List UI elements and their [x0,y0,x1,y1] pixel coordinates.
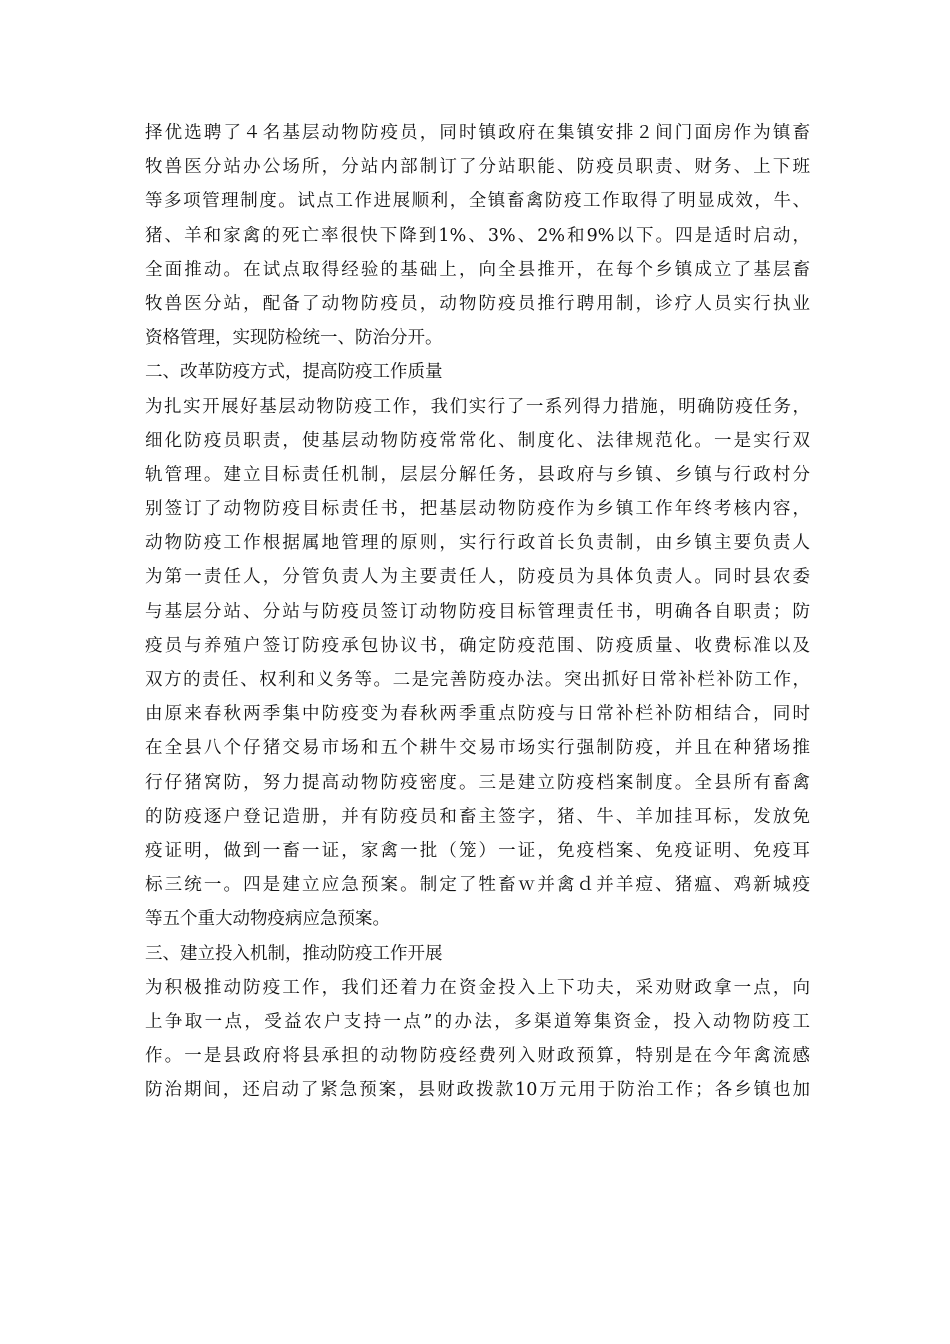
text-line: 牧兽医分站办公场所，分站内部制订了分站职能、防疫员职责、财务、上下班 [145,157,810,178]
text-line: 上争取一点，受益农户支持一点”的办法，多渠道筹集资金，投入动物防疫工 [145,1011,810,1032]
text-line: 三、建立投入机制，推动防疫工作开展 [145,943,443,964]
text-line: 在全县八个仔猪交易市场和五个耕牛交易市场实行强制防疫，并且在种猪场推 [145,738,810,759]
text-line: 二、改革防疫方式，提高防疫工作质量 [145,362,443,383]
text-line: 由原来春秋两季集中防疫变为春秋两季重点防疫与日常补栏补防相结合，同时 [145,704,810,725]
text-line: 动物防疫工作根据属地管理的原则，实行行政首长负责制，由乡镇主要负责人 [145,533,810,554]
text-line: 等多项管理制度。试点工作进展顺利，全镇畜禽防疫工作取得了明显成效，牛、 [145,191,810,212]
text-line: 作。一是县政府将县承担的动物防疫经费列入财政预算，特别是在今年禽流感 [145,1046,810,1067]
text-line: 双方的责任、权利和义务等。二是完善防疫办法。突出抓好日常补栏补防工作， [145,670,810,690]
text-line: 全面推动。在试点取得经验的基础上，向全县推开，在每个乡镇成立了基层畜 [145,259,810,280]
text-line: 轨管理。建立目标责任机制，层层分解任务，县政府与乡镇、乡镇与行政村分 [145,464,810,485]
text-line: 标三统一。四是建立应急预案。制定了牲畜ｗ并禽ｄ并羊痘、猪瘟、鸡新城疫 [145,875,810,896]
text-line: 为第一责任人，分管负责人为主要责任人，防疫员为具体负责人。同时县农委 [145,567,810,588]
text-line: 猪、羊和家禽的死亡率很快下降到1%、3%、2%和9%以下。四是适时启动， [145,225,810,246]
text-line: 等五个重大动物疫病应急预案。 [145,909,390,930]
text-line: 为积极推动防疫工作，我们还着力在资金投入上下功夫，采劝财政拿一点，向 [145,977,810,998]
text-line: 别签订了动物防疫目标责任书，把基层动物防疫作为乡镇工作年终考核内容， [145,499,810,520]
text-line: 资格管理，实现防检统一、防治分开。 [145,328,443,349]
text-line: 择优选聘了４名基层动物防疫员，同时镇政府在集镇安排２间门面房作为镇畜 [145,123,810,143]
text-line: 疫员与养殖户签订防疫承包协议书，确定防疫范围、防疫质量、收费标准以及 [145,635,810,656]
text-line: 牧兽医分站，配备了动物防疫员，动物防疫员推行聘用制，诊疗人员实行执业 [145,293,810,314]
text-line: 防治期间，还启动了紧急预案，县财政拨款10万元用于防治工作；各乡镇也加 [145,1080,810,1101]
body-text [145,116,810,1107]
text-line: 为扎实开展好基层动物防疫工作，我们实行了一系列得力措施，明确防疫任务， [145,396,810,417]
text-line: 疫证明，做到一畜一证，家禽一批（笼）一证，免疫档案、免疫证明、免疫耳 [145,840,810,861]
text-line: 行仔猪窝防，努力提高动物防疫密度。三是建立防疫档案制度。全县所有畜禽 [145,772,810,793]
text-line: 与基层分站、分站与防疫员签订动物防疫目标管理责任书，明确各自职责；防 [145,601,810,622]
text-line: 细化防疫员职责，使基层动物防疫常常化、制度化、法律规范化。一是实行双 [145,430,810,451]
text-line: 的防疫逐户登记造册，并有防疫员和畜主签字，猪、牛、羊加挂耳标，发放免 [145,806,810,827]
